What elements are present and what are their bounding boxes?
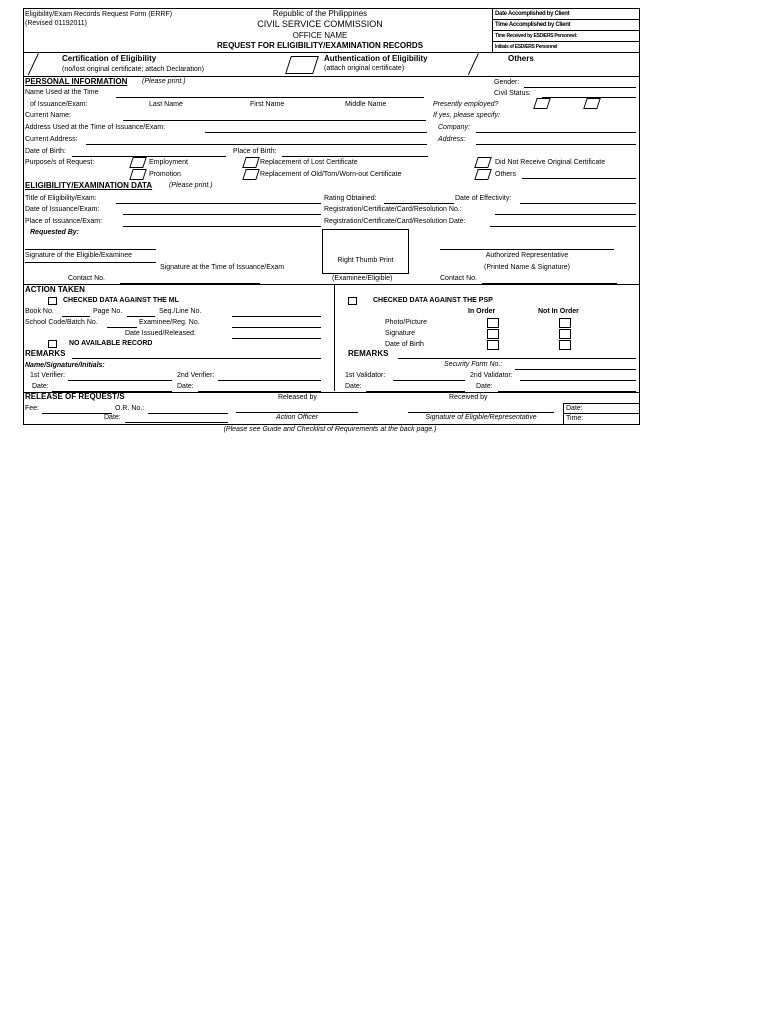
civil-status-label: Civil Status: <box>494 90 531 97</box>
release-date-field[interactable] <box>125 422 228 423</box>
place-issuance-field[interactable] <box>123 226 321 227</box>
presently-employed-label: Presently employed? <box>433 101 499 108</box>
company-address-field[interactable] <box>476 144 636 145</box>
effectivity-field[interactable] <box>520 203 636 204</box>
school-code-label: School Code/Batch No. <box>25 319 98 326</box>
date-issuance-field[interactable] <box>123 214 321 215</box>
address-label: Address: <box>438 136 466 143</box>
name-sig-label: Name/Signature/Initials: <box>25 362 105 369</box>
dob-label: Date of Birth: <box>25 148 66 155</box>
eligibility-print-note: (Please print.) <box>169 182 213 189</box>
page-no-field[interactable] <box>127 316 155 317</box>
examinee-label: (Examinee/Eligible) <box>332 275 393 282</box>
republic-label: Republic of the Philippines <box>272 9 368 18</box>
thumb-print-box[interactable] <box>322 229 409 274</box>
remarks-field-right[interactable] <box>398 358 636 359</box>
validator-1-date-label: Date: <box>345 383 362 390</box>
place-issuance-label: Place of Issuance/Exam: <box>25 218 103 225</box>
name-used-label-2: of Issuance/Exam: <box>30 101 88 108</box>
pob-label: Place of Birth: <box>233 148 277 155</box>
reg-no-field[interactable] <box>495 214 636 215</box>
photo-label: Photo/Picture <box>385 319 428 326</box>
release-heading: RELEASE OF REQUEST/S <box>25 392 125 401</box>
last-name-label: Last Name <box>149 101 183 108</box>
validator-2-date-label: Date: <box>476 383 493 390</box>
release-date-box-label: Date: <box>566 405 583 412</box>
time-received-label: Time Received by ESD/ERS Personnel: <box>495 33 578 39</box>
agency-name: CIVIL SERVICE COMMISSION <box>257 19 383 29</box>
header-box-line <box>492 19 640 20</box>
did-not-receive-label: Did Not Receive Original Certificate <box>495 159 606 166</box>
not-in-order-label: Not In Order <box>538 308 579 315</box>
dob-not-in-order-checkbox[interactable] <box>559 340 571 350</box>
gender-label: Gender: <box>494 79 520 86</box>
release-date-label: Date: <box>104 414 121 421</box>
remarks-label-right: REMARKS <box>348 349 389 358</box>
personal-print-note: (Please print.) <box>142 78 186 85</box>
cert-eligibility-title: Certification of Eligibility <box>62 54 157 63</box>
date-issuance-label: Date of Issuance/Exam: <box>25 206 100 213</box>
eligibility-data-heading: ELIGIBILITY/EXAMINATION DATA <box>25 181 153 190</box>
page-no-label: Page No. <box>93 308 123 315</box>
eligibility-title-label: Title of Eligibility/Exam: <box>25 195 97 202</box>
action-taken-heading: ACTION TAKEN <box>25 285 85 294</box>
verifier-1-date-label: Date: <box>32 383 49 390</box>
signature-in-order-checkbox[interactable] <box>487 329 499 339</box>
eligible-sig-line[interactable] <box>408 412 554 413</box>
security-form-label: Security Form No.: <box>444 361 503 368</box>
eligibility-title-field[interactable] <box>116 203 321 204</box>
verifier-2-date-label: Date: <box>177 383 194 390</box>
others-purpose-label: Others <box>495 171 517 178</box>
auth-rep-line[interactable] <box>440 249 614 250</box>
name-used-field[interactable] <box>116 97 424 98</box>
contact-no-label-1: Contact No. <box>68 275 105 282</box>
validator-2-field[interactable] <box>520 380 636 381</box>
security-form-field[interactable] <box>515 369 636 370</box>
dob-check-label: Date of Birth <box>385 341 424 348</box>
time-accomplished-label: Time Accomplished by Client <box>495 22 571 28</box>
current-name-label: Current Name: <box>25 112 71 119</box>
auth-rep-label: Authorized Representative <box>485 252 569 259</box>
examinee-reg-label: Examinee/Reg. No. <box>139 319 200 326</box>
printed-name-label: (Printed Name & Signature) <box>484 264 570 271</box>
contact-no-label-2: Contact No. <box>440 275 477 282</box>
action-divider <box>23 284 640 285</box>
current-address-label: Current Address: <box>25 136 78 143</box>
office-name: OFFICE NAME <box>292 31 348 40</box>
pob-field[interactable] <box>282 156 428 157</box>
rating-field[interactable] <box>384 203 454 204</box>
verifier-1-field[interactable] <box>68 380 172 381</box>
no-record-checkbox[interactable] <box>48 340 57 348</box>
reg-date-label: Registration/Certificate/Card/Resolution Date: <box>324 218 466 225</box>
action-officer-label: Action Officer <box>275 414 318 421</box>
checked-psp-label: CHECKED DATA AGAINST THE PSP <box>373 297 493 304</box>
seq-no-field[interactable] <box>232 316 321 317</box>
promotion-label: Promotion <box>149 171 181 178</box>
header-divider <box>23 52 640 53</box>
if-yes-label: If yes, please specify: <box>433 112 500 119</box>
date-issued-field[interactable] <box>232 338 321 339</box>
remarks-label-left: REMARKS <box>25 349 66 358</box>
examinee-reg-field[interactable] <box>232 327 321 328</box>
header-box-line <box>492 41 640 42</box>
received-by-label: Received by <box>449 394 488 401</box>
in-order-label: In Order <box>468 308 496 315</box>
employment-label: Employment <box>149 159 188 166</box>
form-name: Eligibility/Exam Records Request Form (ERRF) <box>25 11 173 18</box>
current-address-field[interactable] <box>86 144 427 145</box>
action-officer-sig-line[interactable] <box>236 412 358 413</box>
dob-in-order-checkbox[interactable] <box>487 340 499 350</box>
company-label: Company: <box>438 124 470 131</box>
form-title: REQUEST FOR ELIGIBILITY/EXAMINATION RECORDS <box>216 41 424 50</box>
header-box-line <box>492 30 640 31</box>
or-no-field[interactable] <box>148 413 228 414</box>
requested-by-label: Requested By: <box>30 229 80 236</box>
checked-ml-checkbox[interactable] <box>48 297 57 305</box>
checked-psp-checkbox[interactable] <box>348 297 357 305</box>
middle-name-label: Middle Name <box>345 101 387 108</box>
sig-eligible-line-2 <box>25 262 156 263</box>
sig-time-label: Signature at the Time of Issuance/Exam <box>160 264 285 271</box>
reg-date-field[interactable] <box>490 226 636 227</box>
form-revision: (Revised 01192011) <box>25 20 88 27</box>
photo-in-order-checkbox[interactable] <box>487 318 499 328</box>
personal-info-heading: PERSONAL INFORMATION <box>25 77 128 86</box>
current-name-field[interactable] <box>123 120 426 121</box>
auth-checkbox[interactable] <box>285 56 319 74</box>
signature-check-label: Signature <box>385 330 415 337</box>
company-field[interactable] <box>476 132 636 133</box>
sig-eligible-line[interactable] <box>25 249 156 250</box>
date-accomplished-label: Date Accomplished by Client <box>495 11 570 17</box>
photo-not-in-order-checkbox[interactable] <box>559 318 571 328</box>
fee-field[interactable] <box>42 413 112 414</box>
rating-label: Rating Obtained: <box>324 195 377 202</box>
first-name-label: First Name <box>250 101 285 108</box>
others-purpose-field[interactable] <box>522 178 636 179</box>
auth-eligibility-title: Authentication of Eligibility <box>324 54 428 63</box>
released-by-label: Released by <box>278 394 317 401</box>
initials-label: Initials of ESD/ERS Personnel <box>495 44 558 50</box>
gender-field[interactable] <box>524 87 636 88</box>
validator-2-label: 2nd Validator: <box>470 372 513 379</box>
book-no-field[interactable] <box>62 316 90 317</box>
reg-no-label: Registration/Certificate/Card/Resolution No.: <box>324 206 462 213</box>
remarks-field-left[interactable] <box>72 358 321 359</box>
or-no-label: O.R. No.: <box>115 405 145 412</box>
verifier-2-field[interactable] <box>218 380 321 381</box>
date-issued-label: Date Issued/Released: <box>125 330 196 337</box>
replacement-lost-label: Replacement of Lost Certificate <box>260 159 358 166</box>
verifier-1-label: 1st Verifier: <box>30 372 66 379</box>
school-code-field[interactable] <box>107 327 137 328</box>
no-record-label: NO AVAILABLE RECORD <box>69 340 153 347</box>
cert-eligibility-note: (no/lost original certificate; attach Declaration) <box>62 66 205 73</box>
release-time-box-label: Time: <box>566 415 584 422</box>
seq-no-label: Seq./Line No. <box>159 308 202 315</box>
date-time-box-divider <box>563 413 640 414</box>
fee-label: Fee: <box>25 405 40 412</box>
name-used-label: Name Used at the Time <box>25 89 99 96</box>
address-used-label: Address Used at the Time of Issuance/Exam: <box>25 124 166 131</box>
dob-field[interactable] <box>72 156 226 157</box>
auth-eligibility-note: (attach original certificate) <box>324 65 405 72</box>
validator-1-field[interactable] <box>393 380 465 381</box>
replacement-old-label: Replacement of Old/Torn/Worn-out Certificate <box>260 171 402 178</box>
signature-not-in-order-checkbox[interactable] <box>559 329 571 339</box>
others-request-label: Others <box>508 54 534 63</box>
verifier-2-label: 2nd Verifier: <box>177 372 215 379</box>
action-center-divider <box>334 284 335 391</box>
checked-ml-label: CHECKED DATA AGAINST THE ML <box>63 297 179 304</box>
effectivity-label: Date of Effectivity: <box>455 195 512 202</box>
thumb-print-label: Right Thumb Print <box>337 257 394 264</box>
validator-1-label: 1st Validator: <box>345 372 386 379</box>
footer-note: (Please see Guide and Checklist of Requirements at the back page.) <box>223 426 437 433</box>
book-no-label: Book No. <box>25 308 54 315</box>
purpose-label: Purpose/s of Request: <box>25 159 95 166</box>
address-used-field[interactable] <box>205 132 427 133</box>
sig-eligible-label: Signature of the Eligible/Examinee <box>25 252 133 259</box>
sig-rep-label: Signature of Eligible/Representative <box>425 414 537 421</box>
